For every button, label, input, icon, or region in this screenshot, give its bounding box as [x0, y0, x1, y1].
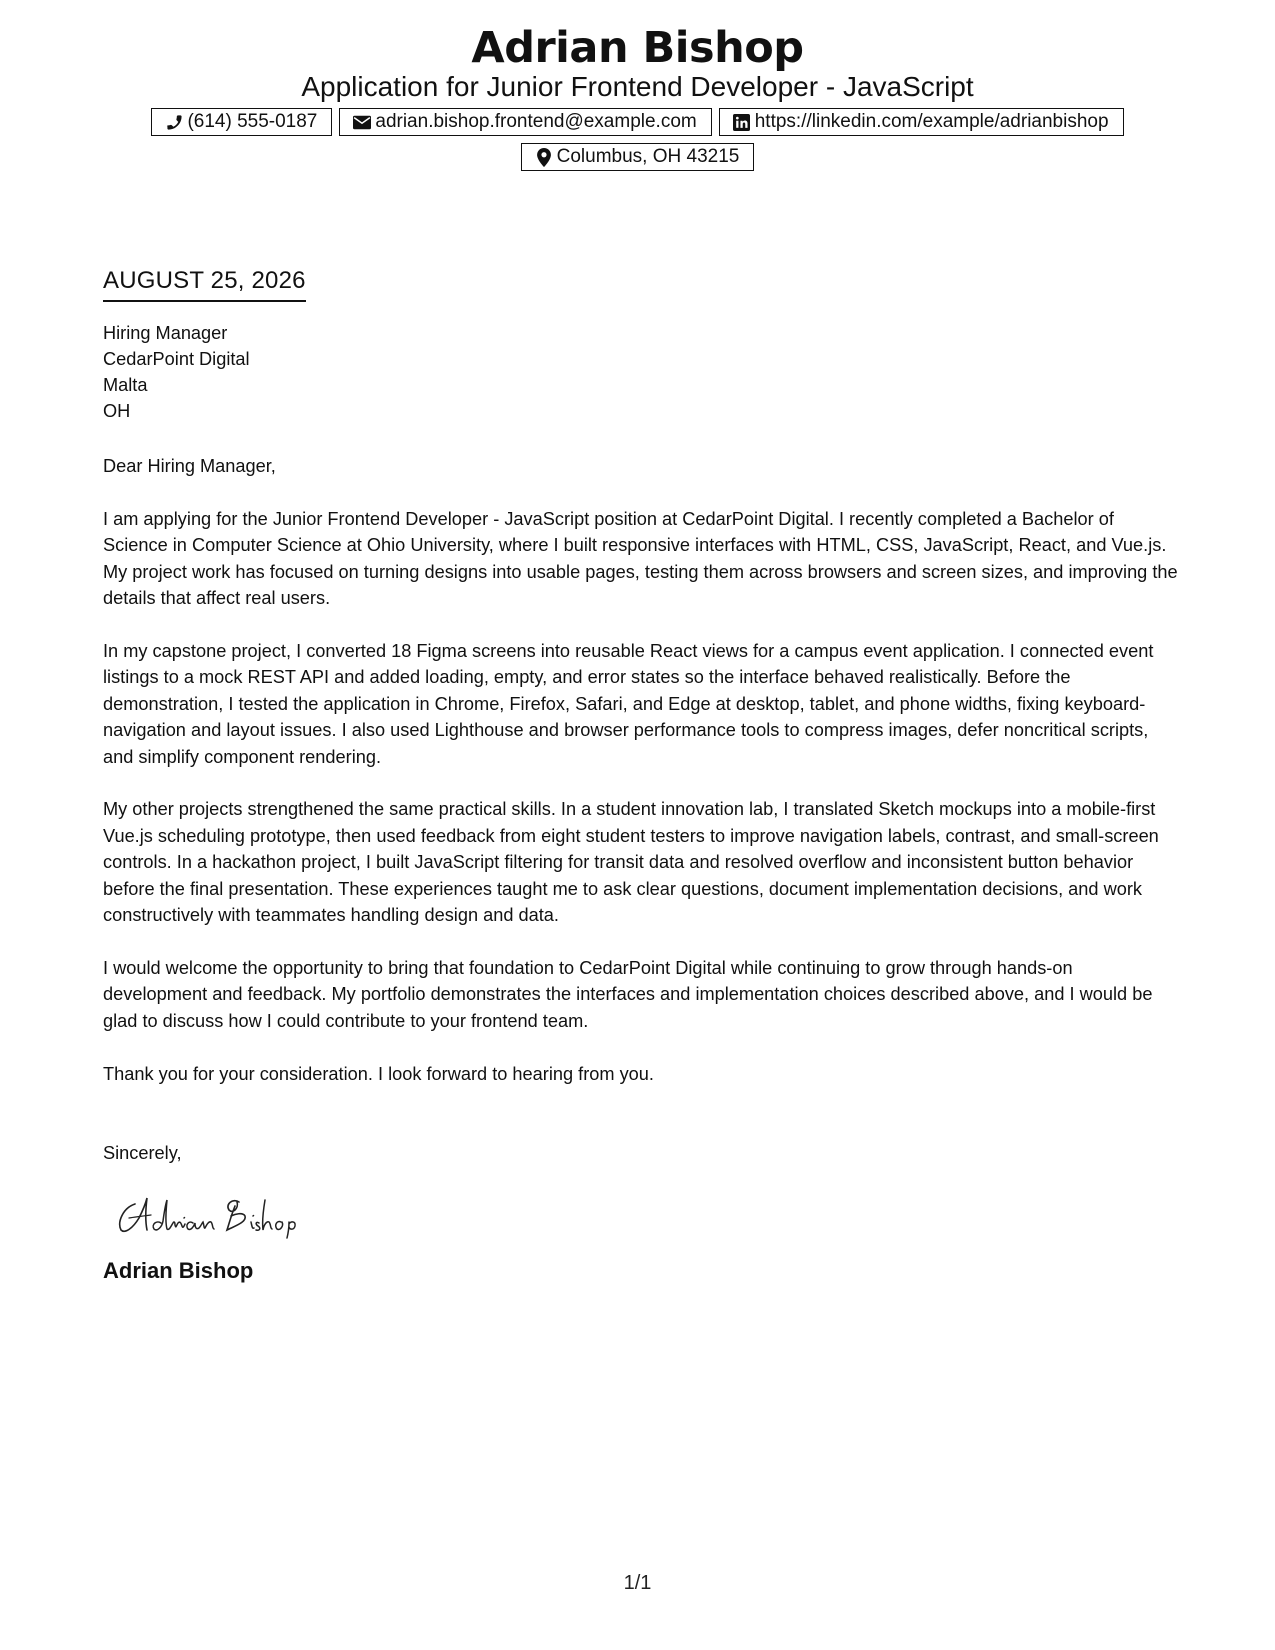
location-chip[interactable] [521, 143, 755, 171]
recipient-city: Malta [103, 375, 148, 395]
letter-body [103, 264, 1178, 1286]
contact-row [0, 108, 1275, 136]
page-number: 1/1 [623, 1572, 652, 1594]
phone-icon [164, 112, 184, 132]
letter-header [0, 22, 1275, 171]
recipient-company: CedarPoint Digital [103, 349, 250, 369]
recipient-block [103, 320, 1178, 424]
handwritten-signature [113, 1190, 363, 1240]
application-subtitle: Application for Junior Frontend Developer - JavaScript [301, 71, 974, 102]
closing-line: Thank you for your consideration. I look forward to hearing from you. [103, 1064, 654, 1084]
linkedin-icon [732, 112, 752, 132]
email-chip[interactable] [339, 108, 711, 136]
body-paragraph-1: I am applying for the Junior Frontend Developer - JavaScript position at CedarPoint Digital. I recently completed a Bachelor of Science in Computer Science at Ohio University, where I built responsive interfaces with HTML, CSS, JavaScript, React, and Vue.js. My project work has focused on turning designs into usable pages, testing them across browsers and screen sizes, and improving the details that affect real users. [103, 508, 1178, 608]
applicant-name: Adrian Bishop [471, 23, 804, 73]
envelope-icon [352, 112, 372, 132]
phone-chip[interactable] [151, 108, 332, 136]
linkedin-text: https://linkedin.com/example/adrianbishop [754, 111, 1109, 132]
recipient-state: OH [103, 401, 131, 421]
email-text: adrian.bishop.frontend@example.com [375, 111, 697, 132]
phone-text: (614) 555-0187 [187, 111, 318, 132]
map-pin-icon [534, 147, 554, 167]
body-paragraph-2: In my capstone project, I converted 18 Figma screens into reusable React views for a campus event application. I connected event listings to a mock REST API and added loading, empty, and error states so the interface behaved realistically. Before the demonstration, I tested the application in Chrome, Firefox, Safari, and Edge at desktop, tablet, and phone widths, fixing keyboard-navigation and layout issues. I also used Lighthouse and browser performance tools to compress images, defer noncritical scripts, and simplify component rendering. [103, 640, 1154, 767]
contact-row-location [0, 143, 1275, 171]
letter-date: AUGUST 25, 2026 [103, 264, 306, 302]
location-text: Columbus, OH 43215 [556, 146, 740, 167]
body-paragraph-3: My other projects strengthened the same practical skills. In a student innovation lab, I translated Sketch mockups into a mobile-first Vue.js scheduling prototype, then used feedback from eight student testers to improve navigation labels, contrast, and small-screen controls. In a hackathon project, I built JavaScript filtering for transit data and resolved overflow and inconsistent button behavior before the final presentation. These experiences taught me to ask clear questions, document implementation decisions, and work constructively with teammates handling design and data. [103, 799, 1159, 925]
recipient-title: Hiring Manager [103, 323, 228, 343]
signer-name: Adrian Bishop [103, 1258, 254, 1283]
linkedin-chip[interactable] [719, 108, 1124, 136]
body-paragraph-4: I would welcome the opportunity to bring that foundation to CedarPoint Digital while continuing to grow through hands-on development and feedback. My portfolio demonstrates the interfaces and implementation choices described above, and I would be glad to discuss how I could contribute to your frontend team. [103, 957, 1153, 1031]
signoff: Sincerely, [103, 1142, 182, 1163]
salutation: Dear Hiring Manager, [103, 456, 276, 476]
